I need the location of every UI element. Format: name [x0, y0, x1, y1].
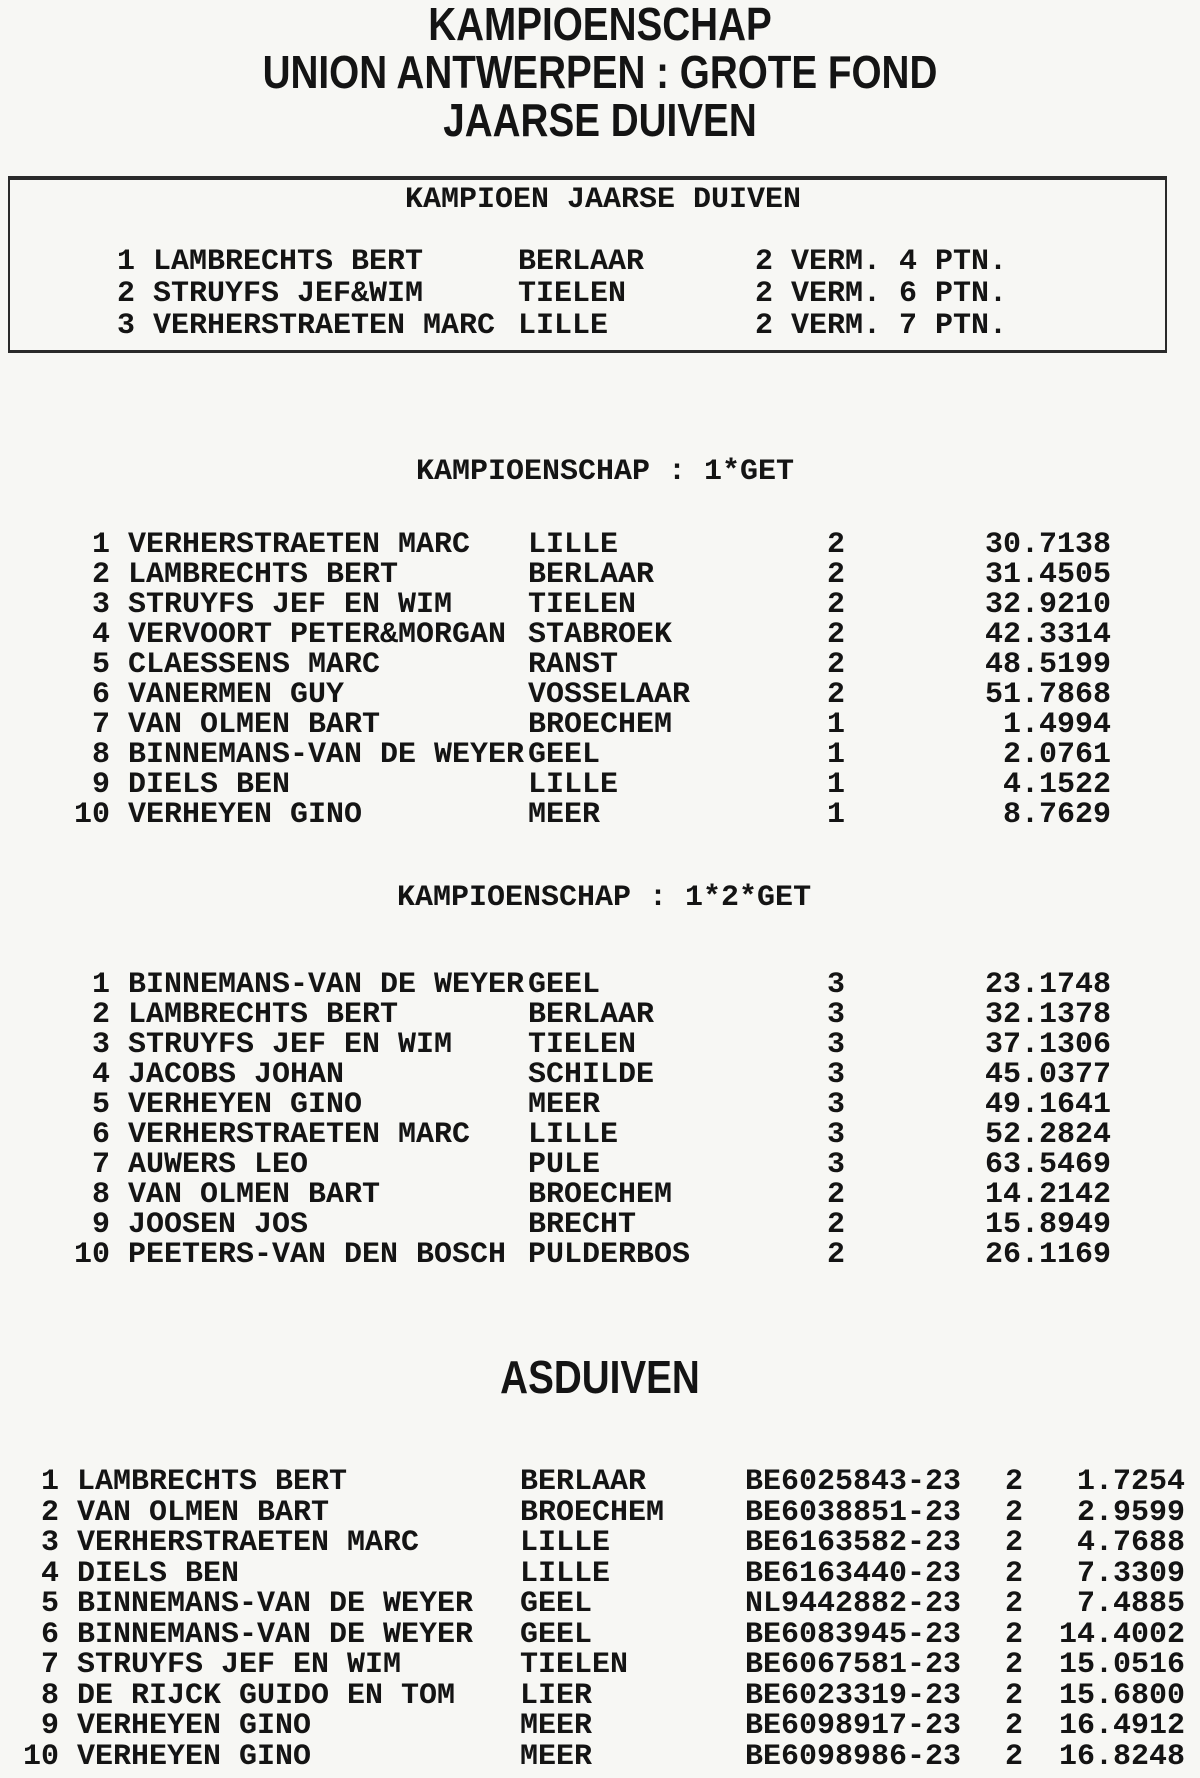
rank-cell: 8	[91, 738, 110, 772]
verm-label: VERM.	[791, 277, 882, 311]
city-cell: LILLE	[528, 528, 619, 562]
name-cell: STRUYFS JEF EN WIM	[77, 1648, 402, 1682]
name-cell: DIELS BEN	[77, 1556, 240, 1591]
points-cell: 32.1378	[984, 998, 1111, 1032]
ring-number-cell: BE6098986-23	[745, 1739, 962, 1774]
city-cell: MEER	[528, 1088, 601, 1122]
city-cell: BERLAAR	[528, 558, 655, 592]
verm-count-cell: 2	[755, 277, 774, 311]
count-cell: 2	[827, 528, 846, 562]
rank-cell: 9	[91, 768, 110, 802]
ring-number-cell: BE6067581-23	[745, 1648, 962, 1682]
ring-number-cell: BE6038851-23	[745, 1495, 962, 1530]
rank-cell: 1	[40, 1465, 59, 1499]
name-cell: VERHERSTRAETEN MARC	[153, 309, 496, 343]
points-cell: 7.4885	[1076, 1587, 1185, 1621]
count-cell: 2	[1005, 1739, 1024, 1774]
asduiven-rows	[0, 1467, 1200, 1772]
rank-cell: 6	[91, 1118, 110, 1152]
name-cell: STRUYFS JEF EN WIM	[128, 1028, 453, 1062]
name-cell: PEETERS-VAN DEN BOSCH	[128, 1238, 507, 1272]
points-cell: 14.4002	[1058, 1617, 1185, 1652]
table-row	[0, 1000, 1200, 1030]
name-cell: BINNEMANS-VAN DE WEYER	[77, 1617, 474, 1652]
rank-cell: 10	[73, 1238, 110, 1272]
table-row	[0, 1650, 1200, 1681]
name-cell: LAMBRECHTS BERT	[128, 998, 399, 1032]
count-cell: 1	[827, 708, 846, 742]
name-cell: AUWERS LEO	[128, 1148, 309, 1182]
city-cell: LIER	[520, 1678, 593, 1713]
city-cell: GEEL	[520, 1617, 593, 1652]
points-cell: 30.7138	[984, 528, 1111, 562]
name-cell: JOOSEN JOS	[128, 1208, 309, 1242]
count-cell: 2	[827, 648, 846, 682]
name-cell: LAMBRECHTS BERT	[128, 558, 399, 592]
verm-label: VERM.	[791, 309, 882, 343]
points-cell: 1.4994	[1002, 708, 1111, 742]
table-row	[0, 247, 1200, 279]
points-cell: 42.3314	[984, 618, 1111, 652]
table-row	[0, 1678, 1200, 1713]
table-row	[0, 590, 1200, 620]
points-cell: 26.1169	[984, 1238, 1111, 1272]
count-cell: 2	[1005, 1648, 1024, 1682]
city-cell: TIELEN	[520, 1648, 629, 1682]
rank-cell: 3	[91, 1028, 110, 1062]
city-cell: BROECHEM	[520, 1495, 665, 1530]
rank-cell: 4	[91, 1058, 110, 1092]
table-row	[0, 279, 1200, 311]
count-cell: 3	[827, 1088, 846, 1122]
table-row	[0, 560, 1200, 590]
city-cell: LILLE	[520, 1526, 611, 1560]
city-cell: MEER	[528, 798, 601, 832]
count-cell: 2	[827, 618, 846, 652]
name-cell: VERHEYEN GINO	[77, 1709, 312, 1743]
points-cell: 32.9210	[984, 588, 1111, 622]
count-cell: 2	[1005, 1495, 1024, 1530]
rank-cell: 1	[91, 968, 110, 1002]
name-cell: STRUYFS JEF EN WIM	[128, 588, 453, 622]
name-cell: LAMBRECHTS BERT	[77, 1465, 348, 1499]
points-cell: 4.7688	[1076, 1526, 1185, 1560]
city-cell: RANST	[528, 648, 619, 682]
title-line-2: UNION ANTWERPEN : GROTE FOND	[262, 46, 938, 98]
name-cell: VANERMEN GUY	[128, 678, 345, 712]
city-cell: LILLE	[520, 1556, 611, 1591]
name-cell: BINNEMANS-VAN DE WEYER	[128, 738, 525, 772]
points-cell: 51.7868	[984, 678, 1111, 712]
name-cell: CLAESSENS MARC	[128, 648, 381, 682]
points-cell: 14.2142	[984, 1178, 1111, 1212]
city-cell: LILLE	[528, 768, 619, 802]
points-cell: 2.9599	[1076, 1495, 1185, 1530]
name-cell: VERHEYEN GINO	[128, 1088, 363, 1122]
name-cell: DE RIJCK GUIDO EN TOM	[77, 1678, 456, 1713]
count-cell: 2	[1005, 1678, 1024, 1713]
city-cell: PULE	[528, 1148, 601, 1182]
count-cell: 2	[827, 588, 846, 622]
count-cell: 1	[827, 768, 846, 802]
count-cell: 3	[827, 1118, 846, 1152]
count-cell: 1	[827, 738, 846, 772]
points-label: PTN.	[935, 245, 1008, 279]
count-cell: 2	[1005, 1617, 1024, 1652]
table-row	[0, 1495, 1200, 1530]
city-cell: GEEL	[520, 1587, 593, 1621]
ring-number-cell: BE6163440-23	[745, 1556, 962, 1591]
count-cell: 2	[1005, 1465, 1024, 1499]
points-cell: 16.8248	[1058, 1739, 1185, 1774]
rank-cell: 7	[91, 1148, 110, 1182]
name-cell: VERVOORT PETER&MORGAN	[128, 618, 507, 652]
verm-count-cell: 2	[755, 245, 774, 279]
name-cell: VERHEYEN GINO	[77, 1739, 312, 1774]
points-cell: 48.5199	[984, 648, 1111, 682]
points-label: PTN.	[935, 309, 1008, 343]
points-label: PTN.	[935, 277, 1008, 311]
count-cell: 2	[827, 1238, 846, 1272]
city-cell: LILLE	[518, 309, 609, 343]
section-12get-heading: KAMPIOENSCHAP : 1*2*GET	[397, 881, 812, 915]
rank-cell: 8	[91, 1178, 110, 1212]
points-cell: 31.4505	[984, 558, 1111, 592]
rank-cell: 4	[91, 618, 110, 652]
points-cell: 23.1748	[984, 968, 1111, 1002]
asduiven-heading: ASDUIVEN	[500, 1351, 700, 1403]
rank-cell: 1	[116, 245, 135, 279]
city-cell: BROECHEM	[528, 1178, 673, 1212]
ring-number-cell: BE6023319-23	[745, 1678, 962, 1713]
rank-cell: 3	[116, 309, 135, 343]
rank-cell: 5	[91, 648, 110, 682]
city-cell: GEEL	[528, 968, 601, 1002]
rank-cell: 2	[91, 998, 110, 1032]
points-cell: 1.7254	[1076, 1465, 1185, 1499]
table-row	[0, 1617, 1200, 1652]
count-cell: 2	[827, 558, 846, 592]
table-row	[0, 311, 1200, 343]
name-cell: JACOBS JOHAN	[128, 1058, 345, 1092]
table-row	[0, 1711, 1200, 1742]
city-cell: BROECHEM	[528, 708, 673, 742]
kampioen-box-rows	[0, 247, 1200, 343]
points-cell: 6	[899, 277, 918, 311]
rank-cell: 4	[40, 1556, 59, 1591]
name-cell: BINNEMANS-VAN DE WEYER	[128, 968, 525, 1002]
name-cell: VAN OLMEN BART	[128, 708, 381, 742]
points-cell: 45.0377	[984, 1058, 1111, 1092]
city-cell: TIELEN	[518, 277, 627, 311]
points-cell: 15.8949	[984, 1208, 1111, 1242]
points-cell: 2.0761	[1002, 738, 1111, 772]
section-12get-rows	[0, 970, 1200, 1270]
rank-cell: 7	[91, 708, 110, 742]
count-cell: 3	[827, 1148, 846, 1182]
table-row	[0, 1467, 1200, 1498]
name-cell: DIELS BEN	[128, 768, 291, 802]
rank-cell: 8	[40, 1678, 59, 1713]
city-cell: MEER	[520, 1709, 593, 1743]
rank-cell: 2	[40, 1495, 59, 1530]
city-cell: TIELEN	[528, 588, 637, 622]
count-cell: 3	[827, 998, 846, 1032]
table-row	[0, 1210, 1200, 1240]
verm-label: VERM.	[791, 245, 882, 279]
table-row	[0, 1120, 1200, 1150]
rank-cell: 3	[91, 588, 110, 622]
city-cell: BERLAAR	[520, 1465, 647, 1499]
points-cell: 15.6800	[1058, 1678, 1185, 1713]
rank-cell: 2	[91, 558, 110, 592]
ring-number-cell: BE6163582-23	[745, 1526, 962, 1560]
name-cell: VERHEYEN GINO	[128, 798, 363, 832]
points-cell: 37.1306	[984, 1028, 1111, 1062]
count-cell: 2	[827, 678, 846, 712]
table-row	[0, 650, 1200, 680]
points-cell: 63.5469	[984, 1148, 1111, 1182]
count-cell: 1	[827, 798, 846, 832]
table-row	[0, 1180, 1200, 1210]
table-row	[0, 1556, 1200, 1591]
points-cell: 7.3309	[1076, 1556, 1185, 1591]
name-cell: BINNEMANS-VAN DE WEYER	[77, 1587, 474, 1621]
kampioen-box-heading: KAMPIOEN JAARSE DUIVEN	[405, 183, 802, 217]
table-row	[0, 1739, 1200, 1774]
rank-cell: 9	[91, 1208, 110, 1242]
points-cell: 7	[899, 309, 918, 343]
city-cell: STABROEK	[528, 618, 673, 652]
table-row	[0, 530, 1200, 560]
count-cell: 2	[1005, 1526, 1024, 1560]
table-row	[0, 1150, 1200, 1180]
name-cell: VERHERSTRAETEN MARC	[77, 1526, 420, 1560]
city-cell: MEER	[520, 1739, 593, 1774]
rank-cell: 6	[91, 678, 110, 712]
rank-cell: 9	[40, 1709, 59, 1743]
count-cell: 2	[1005, 1709, 1024, 1743]
points-cell: 4	[899, 245, 918, 279]
name-cell: VERHERSTRAETEN MARC	[128, 528, 471, 562]
table-row	[0, 800, 1200, 830]
count-cell: 2	[827, 1178, 846, 1212]
ring-number-cell: NL9442882-23	[745, 1587, 962, 1621]
city-cell: BRECHT	[528, 1208, 637, 1242]
rank-cell: 3	[40, 1526, 59, 1560]
table-row	[0, 770, 1200, 800]
table-row	[0, 1528, 1200, 1559]
rank-cell: 10	[73, 798, 110, 832]
points-cell: 15.0516	[1058, 1648, 1185, 1682]
table-row	[0, 1589, 1200, 1620]
count-cell: 2	[1005, 1556, 1024, 1591]
title-line-3: JAARSE DUIVEN	[443, 94, 757, 146]
points-cell: 16.4912	[1058, 1709, 1185, 1743]
rank-cell: 7	[40, 1648, 59, 1682]
points-cell: 49.1641	[984, 1088, 1111, 1122]
count-cell: 3	[827, 1028, 846, 1062]
table-row	[0, 1030, 1200, 1060]
rank-cell: 5	[40, 1587, 59, 1621]
ring-number-cell: BE6025843-23	[745, 1465, 962, 1499]
rank-cell: 5	[91, 1088, 110, 1122]
city-cell: VOSSELAAR	[528, 678, 691, 712]
name-cell: LAMBRECHTS BERT	[153, 245, 424, 279]
table-row	[0, 620, 1200, 650]
table-row	[0, 1240, 1200, 1270]
count-cell: 2	[827, 1208, 846, 1242]
rank-cell: 2	[116, 277, 135, 311]
table-row	[0, 1060, 1200, 1090]
city-cell: LILLE	[528, 1118, 619, 1152]
name-cell: VAN OLMEN BART	[77, 1495, 330, 1530]
city-cell: BERLAAR	[518, 245, 645, 279]
ring-number-cell: BE6083945-23	[745, 1617, 962, 1652]
name-cell: VERHERSTRAETEN MARC	[128, 1118, 471, 1152]
document-title	[0, 0, 1200, 144]
count-cell: 3	[827, 968, 846, 1002]
city-cell: GEEL	[528, 738, 601, 772]
ring-number-cell: BE6098917-23	[745, 1709, 962, 1743]
section-1get-heading: KAMPIOENSCHAP : 1*GET	[416, 455, 795, 489]
rank-cell: 6	[40, 1617, 59, 1652]
points-cell: 4.1522	[1002, 768, 1111, 802]
name-cell: VAN OLMEN BART	[128, 1178, 381, 1212]
city-cell: TIELEN	[528, 1028, 637, 1062]
city-cell: SCHILDE	[528, 1058, 655, 1092]
table-row	[0, 680, 1200, 710]
name-cell: STRUYFS JEF&WIM	[153, 277, 424, 311]
count-cell: 2	[1005, 1587, 1024, 1621]
table-row	[0, 1090, 1200, 1120]
rank-cell: 10	[22, 1739, 59, 1774]
table-row	[0, 970, 1200, 1000]
verm-count-cell: 2	[755, 309, 774, 343]
title-line-1: KAMPIOENSCHAP	[428, 0, 772, 50]
table-row	[0, 740, 1200, 770]
section-1get-rows	[0, 530, 1200, 830]
points-cell: 52.2824	[984, 1118, 1111, 1152]
count-cell: 3	[827, 1058, 846, 1092]
city-cell: BERLAAR	[528, 998, 655, 1032]
city-cell: PULDERBOS	[528, 1238, 691, 1272]
rank-cell: 1	[91, 528, 110, 562]
table-row	[0, 710, 1200, 740]
points-cell: 8.7629	[1002, 798, 1111, 832]
